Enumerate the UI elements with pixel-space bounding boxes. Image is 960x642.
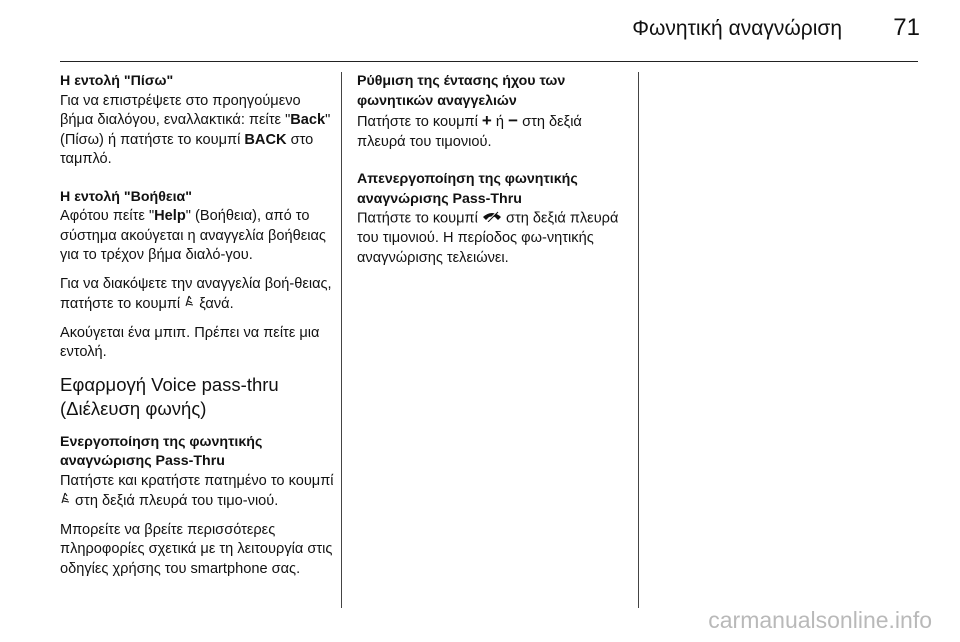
voice-pass-thru-heading: Εφαρμογή Voice pass-thru (Διέλευση φωνής)	[60, 373, 279, 419]
pass-thru-activate-heading: Ενεργοποίηση της φωνητικής αναγνώρισης Pass-Thru	[60, 433, 263, 470]
volume-text: Πατήστε το κουμπί + ή − στη δεξιά πλευρά του τιμονιού.	[357, 111, 582, 150]
voice-command-icon	[184, 294, 195, 315]
help-beep-text: Ακούγεται ένα μπιπ. Πρέπει να πείτε μια εντολή.	[60, 324, 320, 361]
left-column	[60, 72, 336, 588]
pass-thru-activate-text: Πατήστε και κρατήστε πατημένο το κουμπί στη δεξιά πλευρά του τιμο-νιού.	[60, 472, 336, 512]
pass-thru-info-text: Μπορείτε να βρείτε περισσότερες πληροφορίες σχετικά με τη λειτουργία στις οδηγίες χρήσης του smartphone σας.	[60, 521, 333, 577]
page-number: 71	[893, 14, 920, 41]
help-command-text: Αφότου πείτε "Help" (Βοήθεια), από το σύστημα ακούγεται η αναγγελία βοήθειας για το τρέχον βήμα διαλό-γου.	[60, 208, 326, 263]
volume-heading: Ρύθμιση της έντασης ήχου των φωνητικών αναγγελιών	[357, 73, 566, 109]
watermark: carmanualsonline.info	[708, 607, 932, 633]
page-title: Φωνητική αναγνώριση	[632, 17, 842, 40]
column-divider	[638, 72, 639, 608]
pass-thru-deactivate-text: Πατήστε το κουμπί στη δεξιά πλευρά του τιμονιού. Η περίοδος φω-νητικής αναγνώρισης τελειώνει.	[357, 210, 619, 266]
help-command-heading: Η εντολή "Βοήθεια"	[60, 188, 193, 205]
header-divider	[60, 61, 918, 62]
right-column	[357, 72, 633, 277]
help-interrupt-text: Για να διακόψετε την αναγγελία βοή-θειας, πατήστε το κουμπί ξανά.	[60, 275, 336, 315]
minus-icon: −	[508, 111, 519, 130]
hang-up-icon	[482, 209, 502, 229]
pass-thru-deactivate-heading: Απενεργοποίηση της φωνητικής αναγνώρισης Pass-Thru	[357, 171, 578, 207]
plus-icon: +	[481, 111, 492, 130]
column-divider	[341, 72, 342, 608]
back-command-text: Για να επιστρέψετε στο προηγούμενο βήμα διαλόγου, εναλλακτικά: πείτε "Back" (Πίσω) ή πατήστε το κουμπί BACK στο ταμπλό.	[60, 92, 331, 167]
voice-command-icon	[60, 491, 71, 512]
back-command-heading: Η εντολή "Πίσω"	[60, 73, 174, 89]
